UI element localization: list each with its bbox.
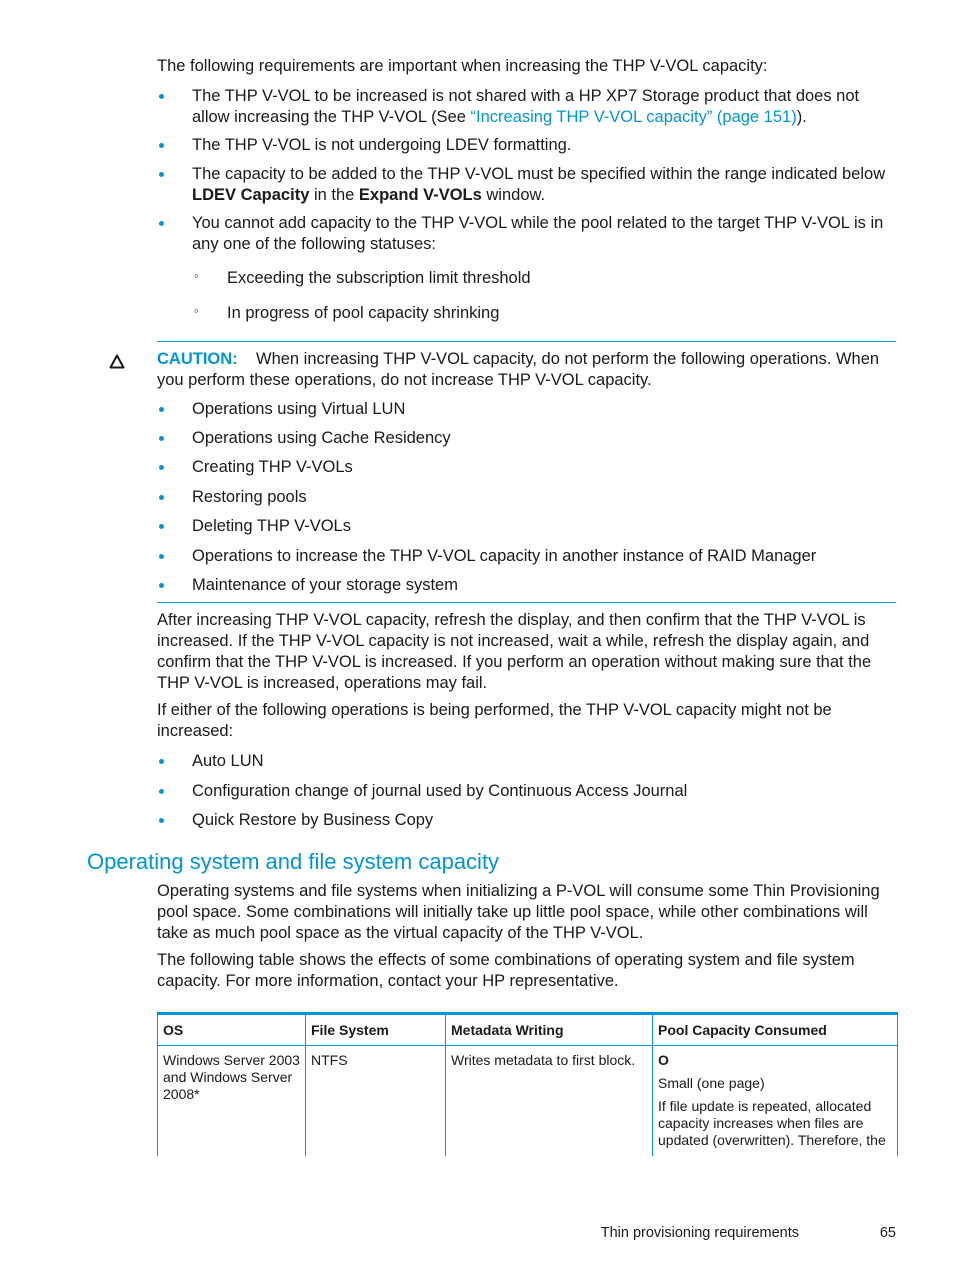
cell-pool-capacity <box>653 1046 898 1157</box>
section-paragraph-2: The following table shows the effects of some combinations of operating system and file system capacity. For more information, contact your HP representative. <box>157 951 855 990</box>
caution-item-text: Creating THP V-VOLs <box>192 458 353 476</box>
header-os: OS <box>158 1014 306 1046</box>
bullet-icon <box>159 495 164 500</box>
caution-item-text: Operations to increase the THP V-VOL capacity in another instance of RAID Manager <box>192 547 817 565</box>
bullet-icon <box>159 172 164 177</box>
footer-title: Thin provisioning requirements <box>600 1225 799 1241</box>
caution-item-text: Operations using Cache Residency <box>192 429 451 447</box>
header-file-system: File System <box>306 1014 446 1046</box>
page-number: 65 <box>879 1225 896 1241</box>
bullet-icon <box>159 407 164 412</box>
ldev-capacity-term: LDEV Capacity <box>192 186 310 204</box>
bullet-icon <box>159 143 164 148</box>
requirement-text-after: ). <box>796 108 807 126</box>
either-operations-paragraph: If either of the following operations is being performed, the THP V-VOL capacity might not be increased: <box>157 701 832 740</box>
expand-vvols-term: Expand V-VOLs <box>358 186 482 204</box>
bullet-icon <box>159 554 164 559</box>
pool-capacity-note: If file update is repeated, allocated capacity increases when files are updated (overwritten). Therefore, the <box>658 1098 886 1148</box>
requirement-text: You cannot add capacity to the THP V-VOL while the pool related to the target THP V-VOL is in any one of the following statuses: <box>192 214 884 253</box>
bullet-icon <box>159 436 164 441</box>
caution-text: When increasing THP V-VOL capacity, do not perform the following operations. When you perform these operations, do not increase THP V-VOL capacity. <box>157 350 880 389</box>
bullet-icon <box>159 759 164 764</box>
status-text: In progress of pool capacity shrinking <box>227 304 500 322</box>
requirement-text-mid: in the <box>309 186 359 204</box>
pool-capacity-small: Small (one page) <box>658 1075 765 1091</box>
table-row <box>158 1046 898 1157</box>
requirement-text-before: The capacity to be added to the THP V-VOL must be specified within the range indicated below <box>192 165 886 183</box>
operation-text: Quick Restore by Business Copy <box>192 811 434 829</box>
sub-bullet-icon: ◦ <box>194 303 199 318</box>
operation-text: Configuration change of journal used by Continuous Access Journal <box>192 782 688 800</box>
requirement-text <box>192 164 897 206</box>
caution-bottom-rule <box>157 602 896 603</box>
requirement-text-after: window. <box>481 186 546 204</box>
bullet-icon <box>159 94 164 99</box>
intro-paragraph: The following requirements are important when increasing the THP V-VOL capacity: <box>157 57 768 75</box>
requirement-text <box>192 86 897 128</box>
header-metadata-writing: Metadata Writing <box>446 1014 653 1046</box>
section-heading: Operating system and file system capacity <box>87 849 500 874</box>
caution-paragraph <box>157 349 897 391</box>
cell-metadata-writing: Writes metadata to first block. <box>446 1046 653 1157</box>
bullet-icon <box>159 818 164 823</box>
caution-item-text: Deleting THP V-VOLs <box>192 517 351 535</box>
after-increase-paragraph: After increasing THP V-VOL capacity, refresh the display, and then confirm that the THP V-VOL is increased. If the THP V-VOL capacity is not increased, wait a while, refresh the display again, and confirm that the THP V-VOL is increased. If you perform an operation without making sure that the THP V-VOL is increased, operations may fail. <box>157 611 872 692</box>
requirement-text: The THP V-VOL is not undergoing LDEV formatting. <box>192 136 572 154</box>
requirement-text-before: The THP V-VOL to be increased is not shared with a HP XP7 Storage product that does not allow increasing the THP V-VOL (See <box>192 87 860 126</box>
bullet-icon <box>159 583 164 588</box>
bullet-icon <box>159 221 164 226</box>
bullet-icon <box>159 524 164 529</box>
operation-text: Auto LUN <box>192 752 264 770</box>
caution-item-text: Restoring pools <box>192 488 307 506</box>
caution-top-rule <box>157 341 896 342</box>
section-paragraph-1: Operating systems and file systems when initializing a P-VOL will consume some Thin Provisioning pool space. Some combinations will initially take up little pool space, while other combinations will take as much pool space as the virtual capacity of the THP V-VOL. <box>157 882 880 942</box>
bullet-icon <box>159 465 164 470</box>
caution-label: CAUTION: <box>157 350 238 368</box>
caution-triangle-icon <box>109 354 125 369</box>
os-filesystem-table <box>157 1012 898 1156</box>
bullet-icon <box>159 789 164 794</box>
caution-item-text: Maintenance of your storage system <box>192 576 458 594</box>
sub-bullet-icon: ◦ <box>194 268 199 283</box>
caution-item-text: Operations using Virtual LUN <box>192 400 406 418</box>
cell-file-system: NTFS <box>306 1046 446 1157</box>
pool-capacity-mark: O <box>658 1052 669 1068</box>
table-header-row <box>158 1014 898 1046</box>
cell-os: Windows Server 2003 and Windows Server 2008* <box>158 1046 306 1157</box>
header-pool-capacity: Pool Capacity Consumed <box>653 1014 898 1046</box>
increasing-capacity-link[interactable]: “Increasing THP V-VOL capacity” (page 151) <box>470 108 797 126</box>
status-text: Exceeding the subscription limit threshold <box>227 269 531 287</box>
